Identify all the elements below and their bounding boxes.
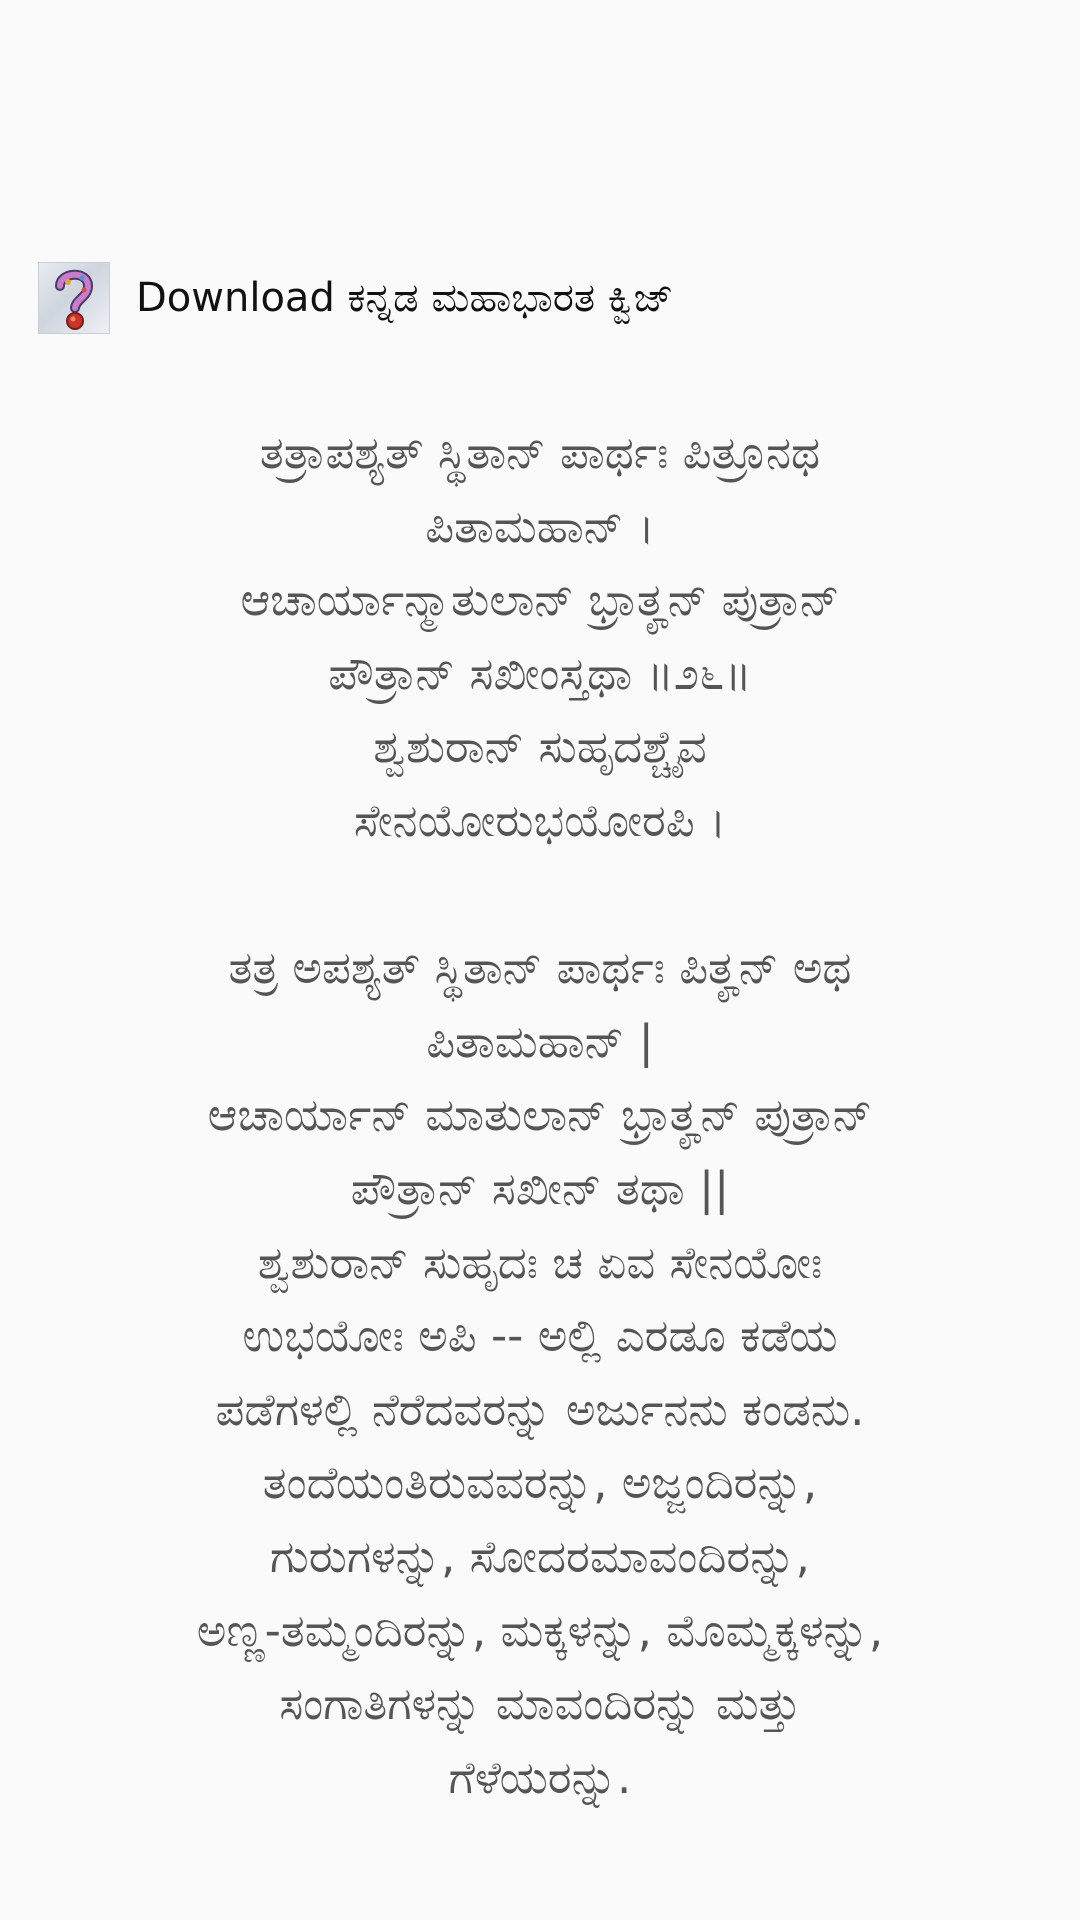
- verse-content: [40, 416, 1040, 1814]
- shloka-line: ಪೌತ್ರಾನ್ ಸಖೀಂಸ್ತಥಾ ॥೨೬॥: [328, 646, 752, 700]
- meaning-line: ಶ್ವಶುರಾನ್ ಸುಹೃದಃ ಚ ಏವ ಸೇನಯೋಃ: [257, 1235, 823, 1289]
- shloka-line: ಆಚಾರ್ಯಾನ್ಮಾತುಲಾನ್ ಭ್ರಾತೄನ್ ಪುತ್ರಾನ್: [240, 573, 840, 627]
- meaning-line: ಗೆಳೆಯರನ್ನು.: [448, 1750, 632, 1804]
- shloka-line: ತತ್ರಾಪಶ್ಯತ್ ಸ್ಥಿತಾನ್ ಪಾರ್ಥಃ ಪಿತ್ರೂನಥ: [259, 426, 821, 479]
- meaning-line: ಪಡೆಗಳಲ್ಲಿ ನೆರೆದವರನ್ನು ಅರ್ಜುನನು ಕಂಡನು.: [215, 1382, 865, 1436]
- shloka-stanza: [40, 416, 1040, 858]
- question-mark-icon: [42, 264, 106, 332]
- stanza-spacer: [40, 858, 1040, 932]
- meaning-line: ಅಣ್ಣ-ತಮ್ಮಂದಿರನ್ನು, ಮಕ್ಕಳನ್ನು, ಮೊಮ್ಮಕ್ಕಳನ್ನು,: [196, 1603, 884, 1657]
- meaning-line: ಗುರುಗಳನ್ನು, ಸೋದರಮಾವಂದಿರನ್ನು,: [270, 1529, 810, 1583]
- shloka-line: ಪಿತಾಮಹಾನ್ ।: [425, 499, 655, 553]
- meaning-line: ಆಚಾರ್ಯಾನ್ ಮಾತುಲಾನ್ ಭ್ರಾತೄನ್ ಪುತ್ರಾನ್: [207, 1088, 873, 1142]
- meaning-line: ಪೌತ್ರಾನ್ ಸಖೀನ್ ತಥಾ ||: [350, 1161, 730, 1215]
- meaning-line: ಪಿತಾಮಹಾನ್ |: [426, 1014, 654, 1068]
- download-title[interactable]: Download ಕನ್ನಡ ಮಹಾಭಾರತ ಕ್ವಿಜ್: [136, 275, 674, 321]
- meaning-stanza: [40, 931, 1040, 1814]
- meaning-line: ಸಂಗಾತಿಗಳನ್ನು ಮಾವಂದಿರನ್ನು ಮತ್ತು: [279, 1677, 801, 1731]
- shloka-line: ಸೇನಯೋರುಭಯೋರಪಿ ।: [353, 793, 727, 847]
- app-icon[interactable]: [38, 262, 110, 334]
- meaning-line: ತತ್ರ ಅಪಶ್ಯತ್ ಸ್ಥಿತಾನ್ ಪಾರ್ಥಃ ಪಿತೄನ್ ಅಥ: [228, 941, 852, 995]
- shloka-line: ಶ್ವಶುರಾನ್ ಸುಹೃದಶ್ಚೈವ: [373, 720, 707, 774]
- download-banner[interactable]: [38, 262, 674, 334]
- meaning-line: ಉಭಯೋಃ ಅಪಿ -- ಅಲ್ಲಿ ಎರಡೂ ಕಡೆಯ: [242, 1309, 838, 1363]
- meaning-line: ತಂದೆಯಂತಿರುವವರನ್ನು, ಅಜ್ಜಂದಿರನ್ನು,: [262, 1456, 818, 1510]
